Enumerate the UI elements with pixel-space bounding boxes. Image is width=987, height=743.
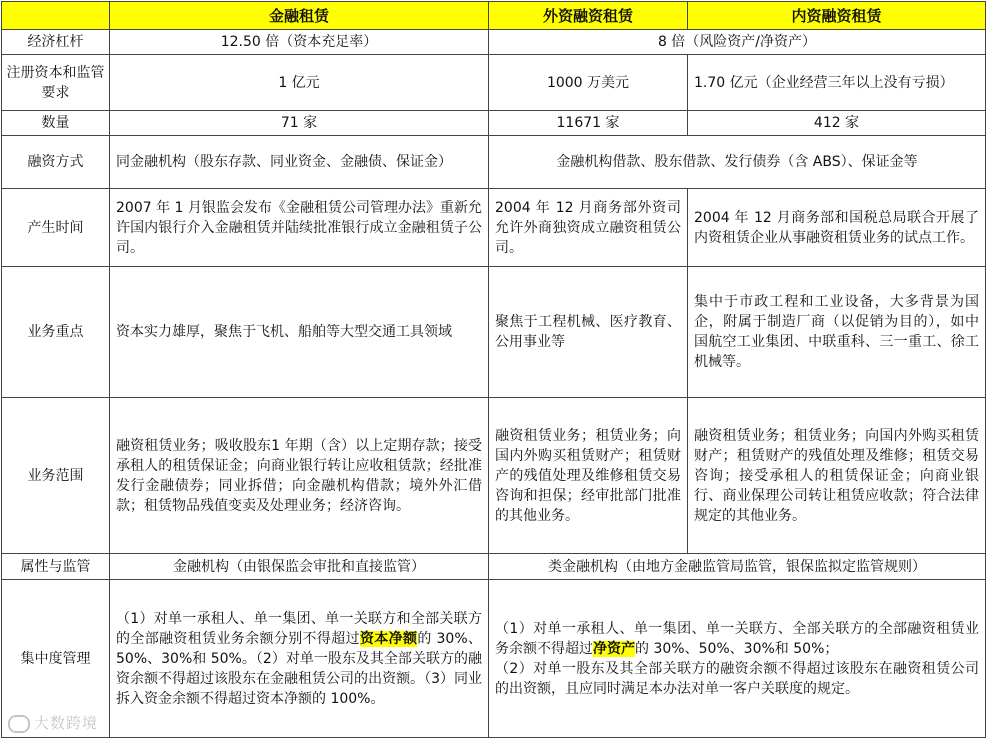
comparison-table xyxy=(1,1,986,738)
cell-financial: 资本实力雄厚，聚焦于飞机、船舶等大型交通工具领域 xyxy=(110,267,489,398)
cell-foreign: 融资租赁业务；租赁业务；向国内外购买租赁财产；租赁财产的残值处理及维修租赁交易咨询和担保；经审批部门批准的其他业务。 xyxy=(489,398,688,554)
header-row xyxy=(2,2,986,30)
row-attribute xyxy=(2,554,986,580)
cell-domestic: 融资租赁业务；租赁业务；向国内外购买租赁财产；租赁财产的残值处理及维修；租赁交易咨询；接受承租人的租赁保证金；向商业银行、商业保理公司转让租赁应收款；符合法律规定的其他业务。 xyxy=(688,398,986,554)
concentration-text-b: 的 30%、50%、30%和 50%； xyxy=(635,640,839,657)
cell-financial: 2007 年 1 月银监会发布《金融租赁公司管理办法》重新允许国内银行介入金融租赁并陆续批准银行成立金融租赁子公司。 xyxy=(110,189,489,267)
cell-foreign: 1000 万美元 xyxy=(489,55,688,111)
row-label: 业务重点 xyxy=(2,267,110,398)
concentration-text-b: 的 30%、50%、30%和 50%。（2）对单一股东及其全部关联方的融资余额不得超过该股东在金融租赁公司的出资额。（3）同业拆入资金余额不得超过资本净额的 100%。 xyxy=(116,630,482,707)
row-origin xyxy=(2,189,986,267)
watermark-text: 大数跨境 xyxy=(34,714,99,732)
cell-financial: 融资租赁业务；吸收股东1 年期（含）以上定期存款；接受承租人的租赁保证金；向商业银行转让应收租赁款；经批准发行金融债券；同业拆借；向金融机构借款；境外外汇借款；租赁物品残值变卖及处理业务；经济咨询。 xyxy=(110,398,489,554)
header-corner xyxy=(2,2,110,30)
watermark xyxy=(8,712,98,733)
row-label: 融资方式 xyxy=(2,136,110,189)
row-label: 数量 xyxy=(2,111,110,136)
header-domestic-leasing: 内资融资租赁 xyxy=(688,2,986,30)
row-label: 经济杠杆 xyxy=(2,30,110,55)
watermark-logo-icon xyxy=(8,715,30,733)
row-label: 产生时间 xyxy=(2,189,110,267)
row-label: 业务范围 xyxy=(2,398,110,554)
cell-domestic: 1.70 亿元（企业经营三年以上没有亏损） xyxy=(688,55,986,111)
highlight-net-assets: 净资产 xyxy=(593,640,635,657)
header-financial-leasing: 金融租赁 xyxy=(110,2,489,30)
cell-financial: 1 亿元 xyxy=(110,55,489,111)
row-concentration xyxy=(2,580,986,738)
cell-financial: 金融机构（由银保监会审批和直接监管） xyxy=(110,554,489,580)
row-label: 注册资本和监管要求 xyxy=(2,55,110,111)
row-capital xyxy=(2,55,986,111)
cell-domestic: 2004 年 12 月商务部和国税总局联合开展了内资租赁企业从事融资租赁业务的试点工作。 xyxy=(688,189,986,267)
cell-leasing-merged: 类金融机构（由地方金融监管局监管，银保监拟定监管规则） xyxy=(489,554,986,580)
highlight-capital-net: 资本净额 xyxy=(359,630,418,647)
cell-leasing-merged: 金融机构借款、股东借款、发行债券（含 ABS）、保证金等 xyxy=(489,136,986,189)
header-foreign-leasing: 外资融资租赁 xyxy=(489,2,688,30)
row-leverage xyxy=(2,30,986,55)
row-count xyxy=(2,111,986,136)
cell-financial: 同金融机构（股东存款、同业资金、金融债、保证金） xyxy=(110,136,489,189)
row-scope xyxy=(2,398,986,554)
cell-foreign: 聚焦于工程机械、医疗教育、公用事业等 xyxy=(489,267,688,398)
cell-financial xyxy=(110,580,489,738)
row-label: 属性与监管 xyxy=(2,554,110,580)
cell-foreign: 2004 年 12 月商务部外资司允许外商独资成立融资租赁公司。 xyxy=(489,189,688,267)
row-focus xyxy=(2,267,986,398)
row-label: 集中度管理 xyxy=(2,580,110,738)
cell-financial: 12.50 倍（资本充足率） xyxy=(110,30,489,55)
concentration-text-a: （1）对单一承租人、单一集团、单一关联方、全部关联方的全部融资租赁业务余额不得超过 xyxy=(495,620,979,657)
cell-leasing-merged xyxy=(489,580,986,738)
cell-domestic: 集中于市政工程和工业设备，大多背景为国企，附属于制造厂商（以促销为目的），如中国航空工业集团、中联重科、三一重工、徐工机械等。 xyxy=(688,267,986,398)
concentration-text-c: （2）对单一股东及其全部关联方的融资余额不得超过该股东在融资租赁公司的出资额，且应同时满足本办法对单一客户关联度的规定。 xyxy=(495,660,979,697)
cell-foreign: 11671 家 xyxy=(489,111,688,136)
cell-domestic: 412 家 xyxy=(688,111,986,136)
cell-leasing-merged: 8 倍（风险资产/净资产） xyxy=(489,30,986,55)
cell-financial: 71 家 xyxy=(110,111,489,136)
row-funding xyxy=(2,136,986,189)
concentration-text-a: （1）对单一承租人、单一集团、单一关联方和全部关联方的全部融资租赁业务余额分别不得超过 xyxy=(116,610,482,647)
